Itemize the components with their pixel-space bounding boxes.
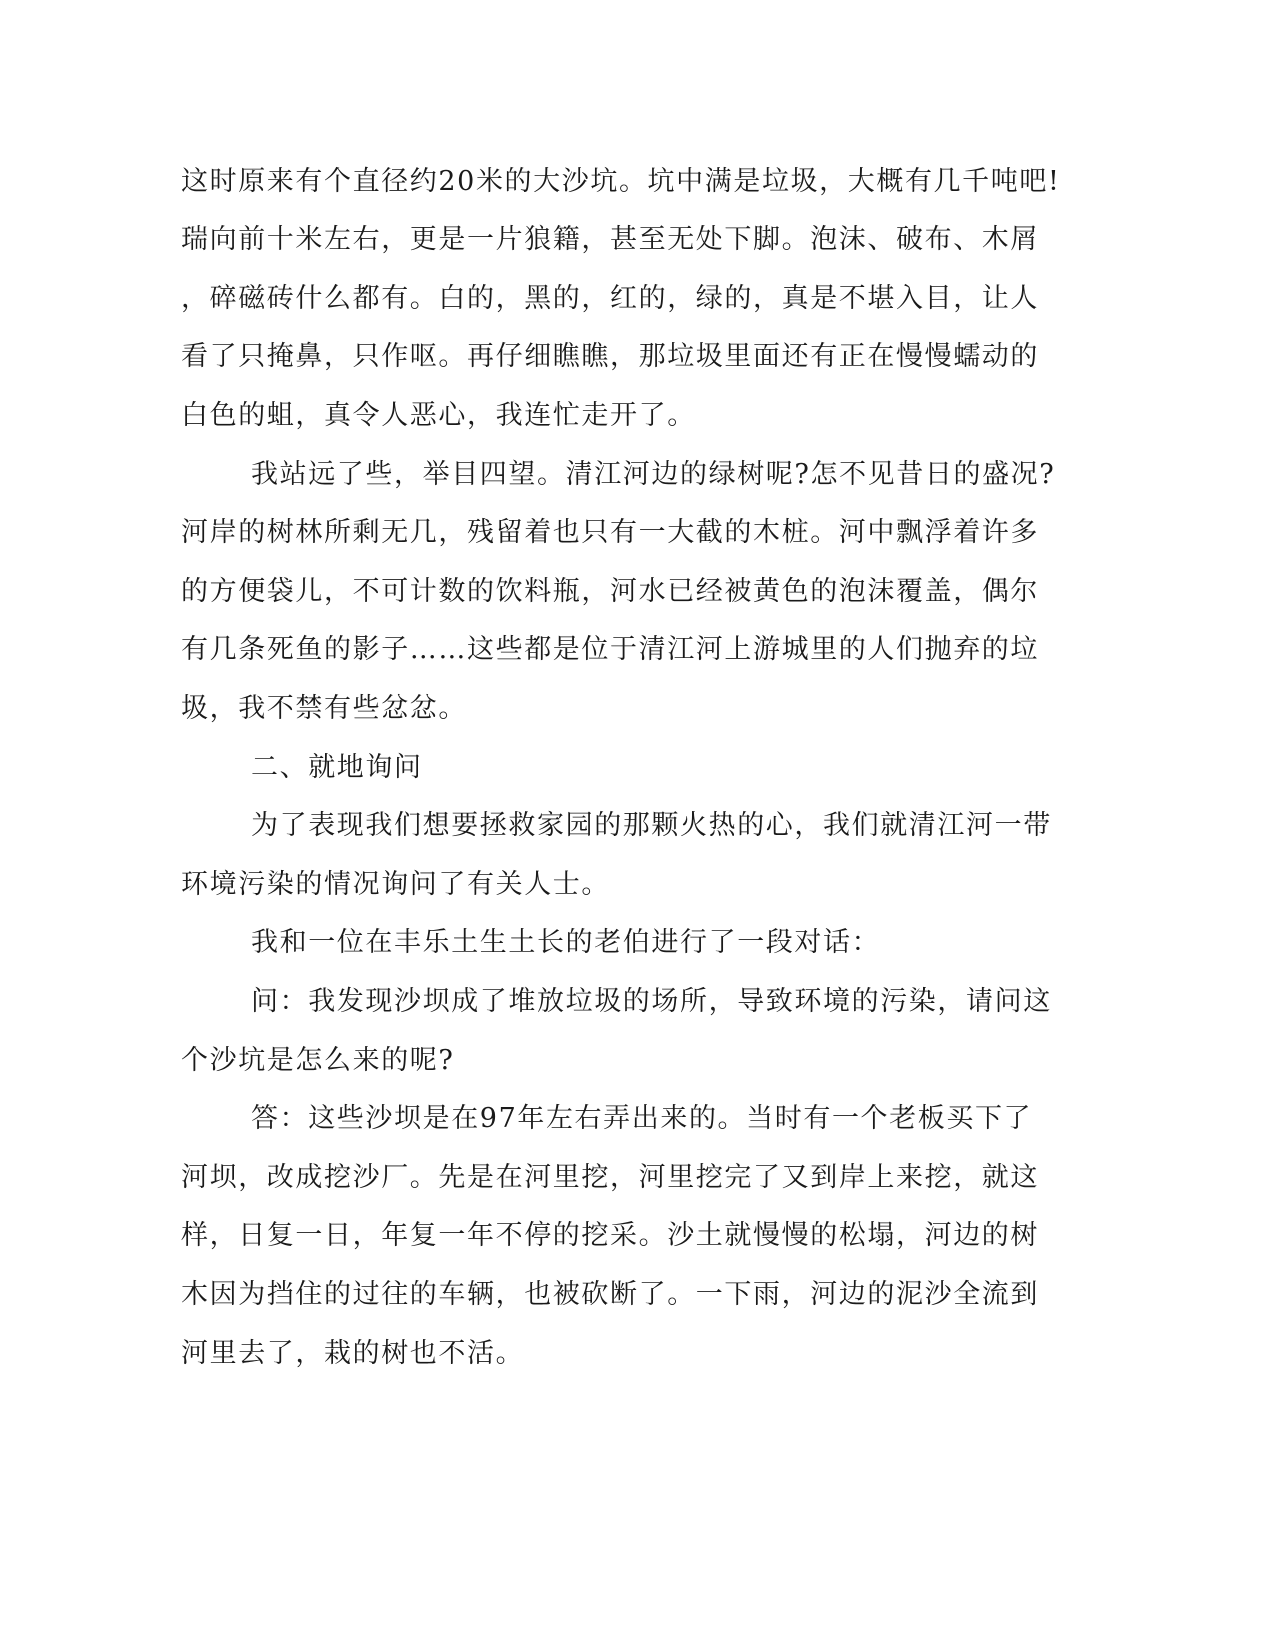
text-line: 环境污染的情况询问了有关人士。: [181, 869, 610, 900]
text-line: 圾，我不禁有些忿忿。: [181, 693, 467, 724]
text-line: 这时原来有个直径约20米的大沙坑。坑中满是垃圾，大概有几千吨吧!: [181, 166, 1061, 197]
text-line: 木因为挡住的过往的车辆，也被砍断了。一下雨，河边的泥沙全流到: [181, 1279, 1039, 1310]
text-line: 瑞向前十米左右，更是一片狼籍，甚至无处下脚。泡沫、破布、木屑: [181, 224, 1039, 255]
text-line: 河坝，改成挖沙厂。先是在河里挖，河里挖完了又到岸上来挖，就这: [181, 1162, 1039, 1193]
text-line: 的方便袋儿，不可计数的饮料瓶，河水已经被黄色的泡沫覆盖，偶尔: [181, 576, 1039, 607]
paragraph-start-line: 我站远了些，举目四望。清江河边的绿树呢?怎不见昔日的盛况?: [251, 459, 1056, 490]
text-line: 河里去了，栽的树也不活。: [181, 1338, 525, 1369]
text-line: 白色的蛆，真令人恶心，我连忙走开了。: [181, 400, 696, 431]
paragraph-start-line: 为了表现我们想要拯救家园的那颗火热的心，我们就清江河一带: [251, 810, 1052, 841]
text-line: 有几条死鱼的影子……这些都是位于清江河上游城里的人们抛弃的垃: [181, 634, 1039, 665]
text-line: 河岸的树林所剩无几，残留着也只有一大截的木桩。河中飘浮着许多: [181, 517, 1039, 548]
text-line: 样，日复一日，年复一年不停的挖采。沙土就慢慢的松塌，河边的树: [181, 1220, 1039, 1251]
question-line: 问：我发现沙坝成了堆放垃圾的场所，导致环境的污染，请问这: [251, 986, 1052, 1017]
text-line: ，碎磁砖什么都有。白的，黑的，红的，绿的，真是不堪入目，让人: [181, 283, 1039, 314]
text-line: 个沙坑是怎么来的呢?: [181, 1045, 455, 1076]
answer-line: 答：这些沙坝是在97年左右弄出来的。当时有一个老板买下了: [251, 1103, 1033, 1134]
section-heading: 二、就地询问: [251, 752, 423, 783]
text-line: 看了只掩鼻，只作呕。再仔细瞧瞧，那垃圾里面还有正在慢慢蠕动的: [181, 341, 1039, 372]
paragraph-start-line: 我和一位在丰乐土生土长的老伯进行了一段对话：: [251, 927, 881, 958]
